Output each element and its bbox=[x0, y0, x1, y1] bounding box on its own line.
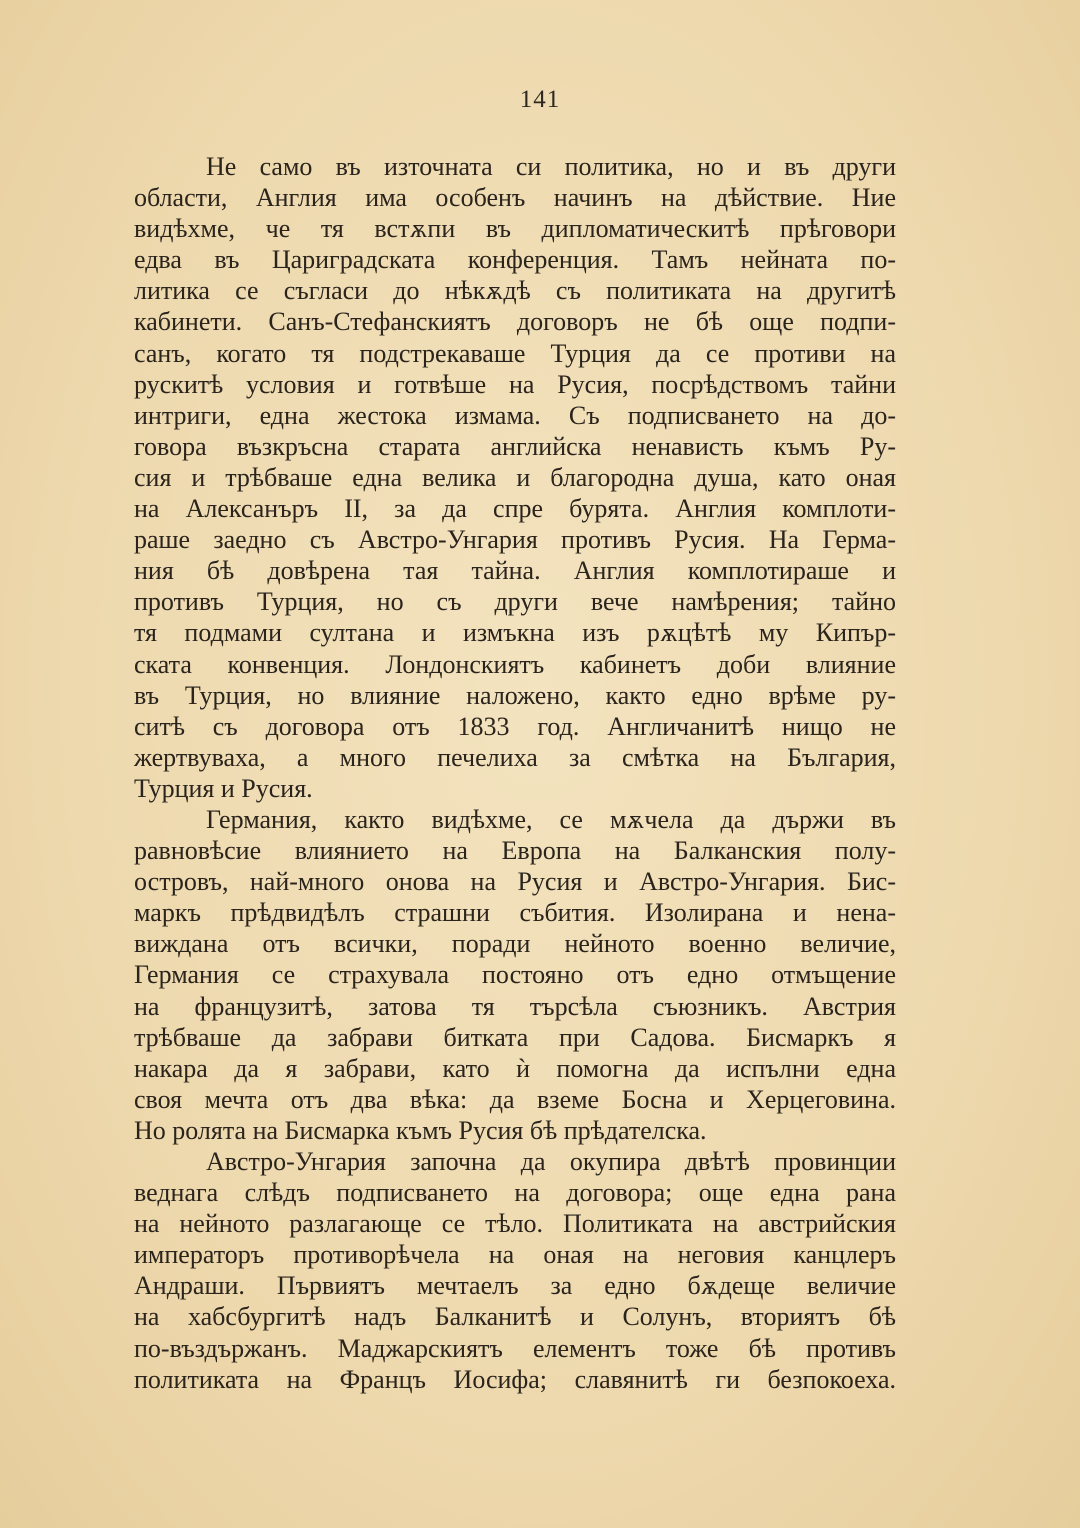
text-line: едва въ Цариградската конференция. Тамъ нейната по- bbox=[134, 245, 896, 275]
text-line: Германия, както видѣхме, се мѫчела да държи въ bbox=[206, 804, 896, 834]
paragraph-germany bbox=[134, 804, 896, 1146]
text-line: интриги, една жестока измама. Съ подписването на до- bbox=[134, 400, 896, 430]
text-line: Андраши. Първиятъ мечтаелъ за едно бѫдеще величие bbox=[134, 1271, 896, 1301]
text-line: накара да я забрави, като ѝ помогна да испълни една bbox=[134, 1053, 896, 1083]
paragraph-england bbox=[134, 151, 896, 804]
text-line: на хабсбургитѣ надъ Балканитѣ и Солунъ, вториятъ бѣ bbox=[134, 1302, 896, 1332]
text-line: въ Турция, но влияние наложено, както едно врѣме ру- bbox=[134, 680, 896, 710]
text-line: виждана отъ всички, поради нейното военно величие, bbox=[134, 929, 896, 959]
text-line: противъ Турция, но съ други вече намѣрения; тайно bbox=[134, 587, 896, 617]
text-line: тя подмами султана и измъкна изъ рѫцѣтѣ му Кипър- bbox=[134, 618, 896, 648]
page-number: 141 bbox=[519, 86, 561, 113]
text-line: области, Англия има особенъ начинъ на дѣйствие. Ние bbox=[134, 183, 896, 213]
text-line: островъ, най-много онова на Русия и Австро-Унгария. Бис- bbox=[134, 867, 896, 897]
text-line: императоръ противорѣчела на оная на неговия канцлеръ bbox=[134, 1240, 896, 1270]
text-line: кабинети. Санъ-Стефанскиятъ договоръ не бѣ още подпи- bbox=[134, 307, 896, 337]
text-line: веднага слѣдъ подписването на договора; още една рана bbox=[134, 1178, 896, 1208]
text-line: политиката на Францъ Иосифа; славянитѣ ги безпокоеха. bbox=[134, 1364, 896, 1394]
text-line: на французитѣ, затова тя търсѣла съюзникъ. Австрия bbox=[134, 991, 896, 1021]
text-line: Австро-Унгария започна да окупира двѣтѣ провинции bbox=[206, 1147, 896, 1176]
text-line: своя мечта отъ два вѣка: да вземе Босна и Херцеговина. bbox=[134, 1084, 896, 1114]
text-line: говора възкръсна старата английска ненависть къмъ Ру- bbox=[134, 431, 896, 461]
paragraph-austria-hungary bbox=[134, 1146, 896, 1395]
text-line: Турция и Русия. bbox=[134, 773, 313, 803]
text-line: видѣхме, че тя встѫпи въ дипломатическитѣ прѣговори bbox=[134, 214, 896, 244]
text-line: по-въздържанъ. Маджарскиятъ елементъ тоже бѣ противъ bbox=[134, 1333, 896, 1363]
text-line: на Алексанъръ II, за да спре бурята. Англия комплоти- bbox=[134, 494, 896, 524]
text-line: на нейното разлагающе се тѣло. Политиката на австрийския bbox=[134, 1209, 896, 1239]
text-line: рускитѣ условия и готвѣше на Русия, посрѣдствомъ тайни bbox=[134, 369, 896, 399]
text-line: жертвуваха, а много печелиха за смѣтка на България, bbox=[134, 742, 896, 772]
text-line: трѣбваше да забрави битката при Садова. Бисмаркъ я bbox=[134, 1022, 896, 1052]
text-line: равновѣсие влиянието на Европа на Балканския полу- bbox=[134, 836, 896, 866]
text-line: литика се съгласи до нѣкѫдѣ съ политиката на другитѣ bbox=[134, 276, 896, 306]
text-line: ската конвенция. Лондонскиятъ кабинетъ доби влияние bbox=[134, 649, 896, 679]
text-line: санъ, когато тя подстрекаваше Турция да се противи на bbox=[134, 338, 896, 368]
text-line: маркъ прѣдвидѣлъ страшни събития. Изолирана и нена- bbox=[134, 898, 896, 928]
text-line: Не само въ източната си политика, но и въ други bbox=[206, 152, 896, 181]
text-line: сия и трѣбваше една велика и благородна душа, като оная bbox=[134, 462, 896, 492]
text-line: ситѣ съ договора отъ 1833 год. Англичанитѣ нищо не bbox=[134, 711, 896, 741]
text-line: Но ролята на Бисмарка къмъ Русия бѣ прѣдателска. bbox=[134, 1115, 707, 1145]
body-text bbox=[134, 151, 896, 1395]
text-line: Германия се страхувала постояно отъ едно отмъщение bbox=[134, 960, 896, 990]
text-line: ния бѣ довѣрена тая тайна. Англия комплотираше и bbox=[134, 556, 896, 586]
text-line: раше заедно съ Австро-Унгария противъ Русия. На Герма- bbox=[134, 525, 896, 555]
